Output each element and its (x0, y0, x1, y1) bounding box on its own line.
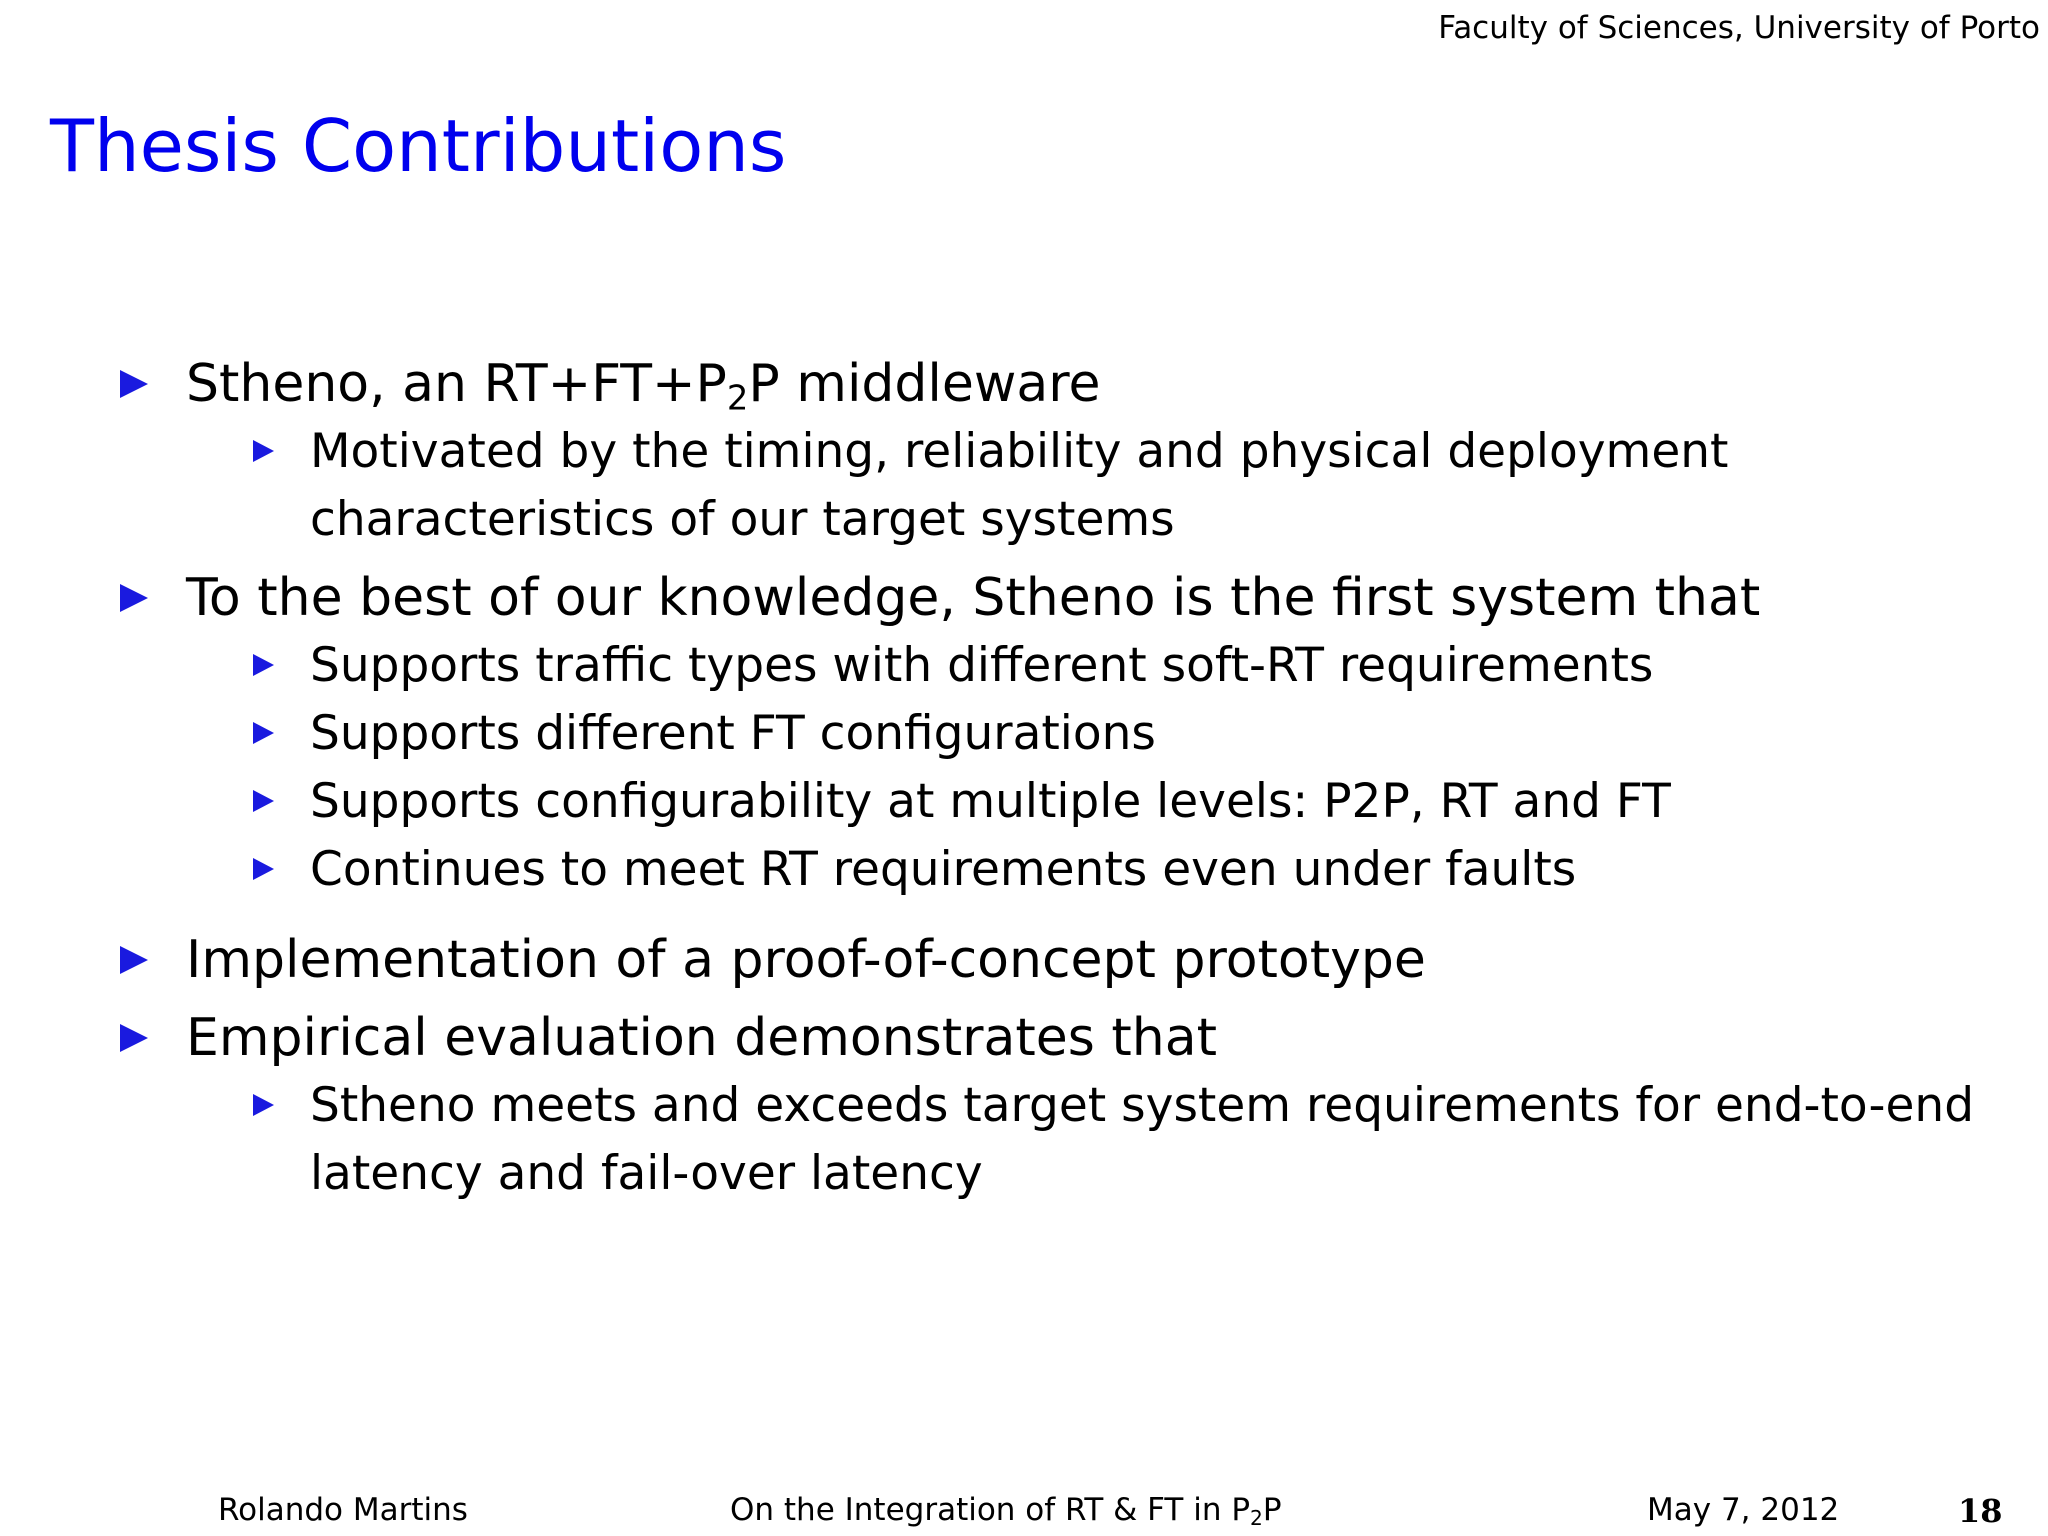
triangle-bullet-icon (253, 858, 274, 880)
sub-bullet-text: Motivated by the timing, reliability and physical deployment characteristics of our target systems (310, 424, 1729, 547)
footer-author: Rolando Martins (218, 1492, 468, 1528)
triangle-bullet-icon (120, 370, 148, 398)
sub-bullet-text: Supports traffic types with different soft-RT requirements (310, 638, 1654, 693)
triangle-bullet-icon (120, 584, 148, 612)
sub-bullet-item (120, 700, 2000, 768)
triangle-bullet-icon (253, 722, 274, 744)
sub-bullet-text: Supports configurability at multiple levels: P2P, RT and FT (310, 774, 1671, 829)
sub-bullet-text: Continues to meet RT requirements even under faults (310, 842, 1577, 897)
slide-title: Thesis Contributions (50, 104, 787, 188)
triangle-bullet-icon (120, 1024, 148, 1052)
triangle-bullet-icon (253, 440, 274, 462)
slide-content (120, 350, 2000, 1208)
triangle-bullet-icon (253, 1094, 274, 1116)
bullet-item-4 (120, 1004, 2000, 1072)
sub-bullet-item (120, 632, 2000, 700)
triangle-bullet-icon (120, 946, 148, 974)
sub-bullet-text: Supports different FT configurations (310, 706, 1156, 761)
bullet-item-3 (120, 926, 2000, 994)
sub-bullet-item (120, 768, 2000, 836)
bullet-item-1 (120, 350, 2000, 418)
bullet-item-2 (120, 564, 2000, 632)
sub-bullet-item (120, 1072, 2000, 1208)
footer-date: May 7, 2012 (1647, 1492, 1840, 1528)
sub-bullet-text: Stheno meets and exceeds target system requirements for end-to-end latency and fail-over latency (310, 1078, 1975, 1201)
footer-talk-title: On the Integration of RT & FT in $P_2P$ (730, 1492, 1282, 1531)
sub-bullet-item (120, 836, 2000, 904)
bullet-text: Implementation of a proof-of-concept prototype (186, 930, 1426, 990)
bullet-text: Stheno, an $RT+FT+P_2P$ middleware (186, 354, 1101, 418)
triangle-bullet-icon (253, 654, 274, 676)
triangle-bullet-icon (253, 790, 274, 812)
bullet-text: Empirical evaluation demonstrates that (186, 1008, 1218, 1068)
sub-bullet-item (120, 418, 2000, 554)
footer-page-number: 18 (1958, 1492, 2003, 1530)
bullet-text: To the best of our knowledge, Stheno is the first system that (186, 568, 1761, 628)
header-institution: Faculty of Sciences, University of Porto (1438, 10, 2040, 46)
